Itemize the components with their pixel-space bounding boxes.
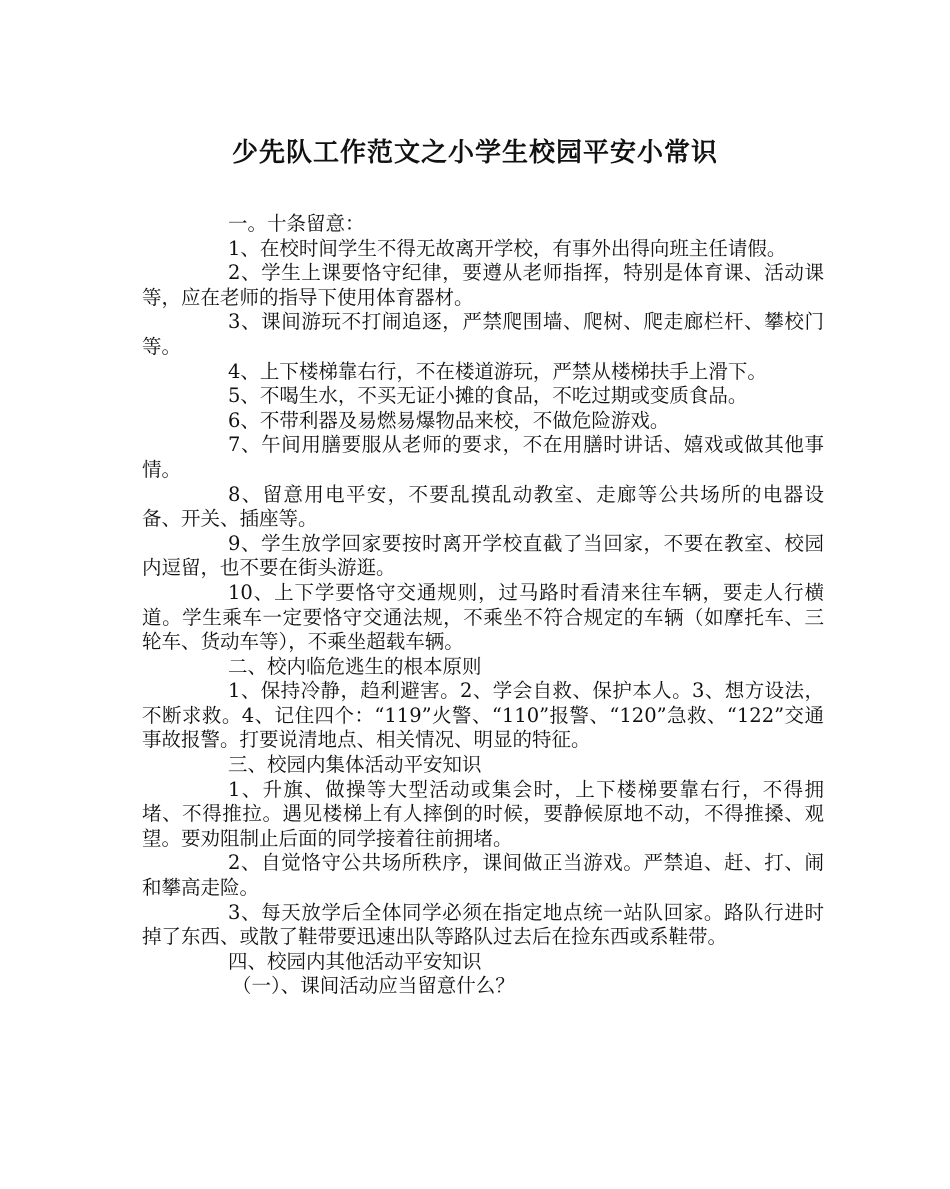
- heading-group-activity-safety: 三、校园内集体活动平安知识: [228, 753, 482, 777]
- paragraph: 2、自觉恪守公共场所秩序，课间做正当游戏。严禁追、赶、打、闹和攀高走险。: [142, 851, 824, 900]
- paragraph: 10、上下学要恪守交通规则，过马路时看清来往车辆，要走人行横道。学生乘车一定要恪守交通法规，不乘坐不符合规定的车辆（如摩托车、三轮车、货动车等），不乘坐超载车辆。: [142, 580, 824, 654]
- paragraph: 2、学生上课要恪守纪律，要遵从老师指挥，特别是体育课、活动课等，应在老师的指导下使用体育器材。: [142, 261, 824, 309]
- paragraph: 1、升旗、做操等大型活动或集会时，上下楼梯要靠右行，不得拥堵、不得推拉。遇见楼梯上有人摔倒的时候，要静候原地不动，不得推搡、观望。要劝阻制止后面的同学接着往前拥堵。: [142, 777, 824, 850]
- paragraph: 8、留意用电平安，不要乱摸乱动教室、走廊等公共场所的电器设备、开关、插座等。: [142, 482, 824, 531]
- heading-escape-principles: 二、校内临危逃生的根本原则: [228, 654, 482, 678]
- paragraph: 1、在校时间学生不得无故离开学校，有事外出得向班主任请假。: [228, 236, 787, 260]
- paragraph: 3、每天放学后全体同学必须在指定地点统一站队回家。路队行进时掉了东西、或散了鞋带要迅速出队等路队过去后在捡东西或系鞋带。: [142, 900, 824, 949]
- paragraph: 7、午间用膳要服从老师的要求，不在用膳时讲话、嬉戏或做其他事情。: [142, 433, 824, 481]
- heading-ten-notes: 一。十条留意：: [228, 212, 365, 235]
- paragraph: 1、保持冷静，趋利避害。2、学会自救、保护本人。3、想方设法，不断求救。4、记住四个：“119”火警、“110”报警、“120”急救、“122”交通事故报警。打要说清地点、相关情况、明显的特征。: [142, 679, 824, 752]
- document-title: 少先队工作范文之小学生校园平安小常识: [231, 138, 718, 168]
- paragraph: 3、课间游玩不打闹追逐，严禁爬围墙、爬树、爬走廊栏杆、攀校门等。: [142, 310, 824, 358]
- paragraph: 5、不喝生水，不买无证小摊的食品，不吃过期或变质食品。: [228, 384, 748, 408]
- document-body: [142, 212, 824, 999]
- paragraph: 9、学生放学回家要按时离开学校直截了当回家，不要在教室、校园内逗留，也不要在街头游逛。: [142, 531, 824, 580]
- heading-other-activity-safety: 四、校园内其他活动平安知识: [228, 949, 482, 973]
- paragraph: 4、上下楼梯靠右行，不在楼道游玩，严禁从楼梯扶手上滑下。: [228, 359, 767, 383]
- subheading-recess: （一）、课间活动应当留意什么？: [232, 974, 515, 998]
- paragraph: 6、不带利器及易燃易爆物品来校，不做危险游戏。: [228, 408, 670, 432]
